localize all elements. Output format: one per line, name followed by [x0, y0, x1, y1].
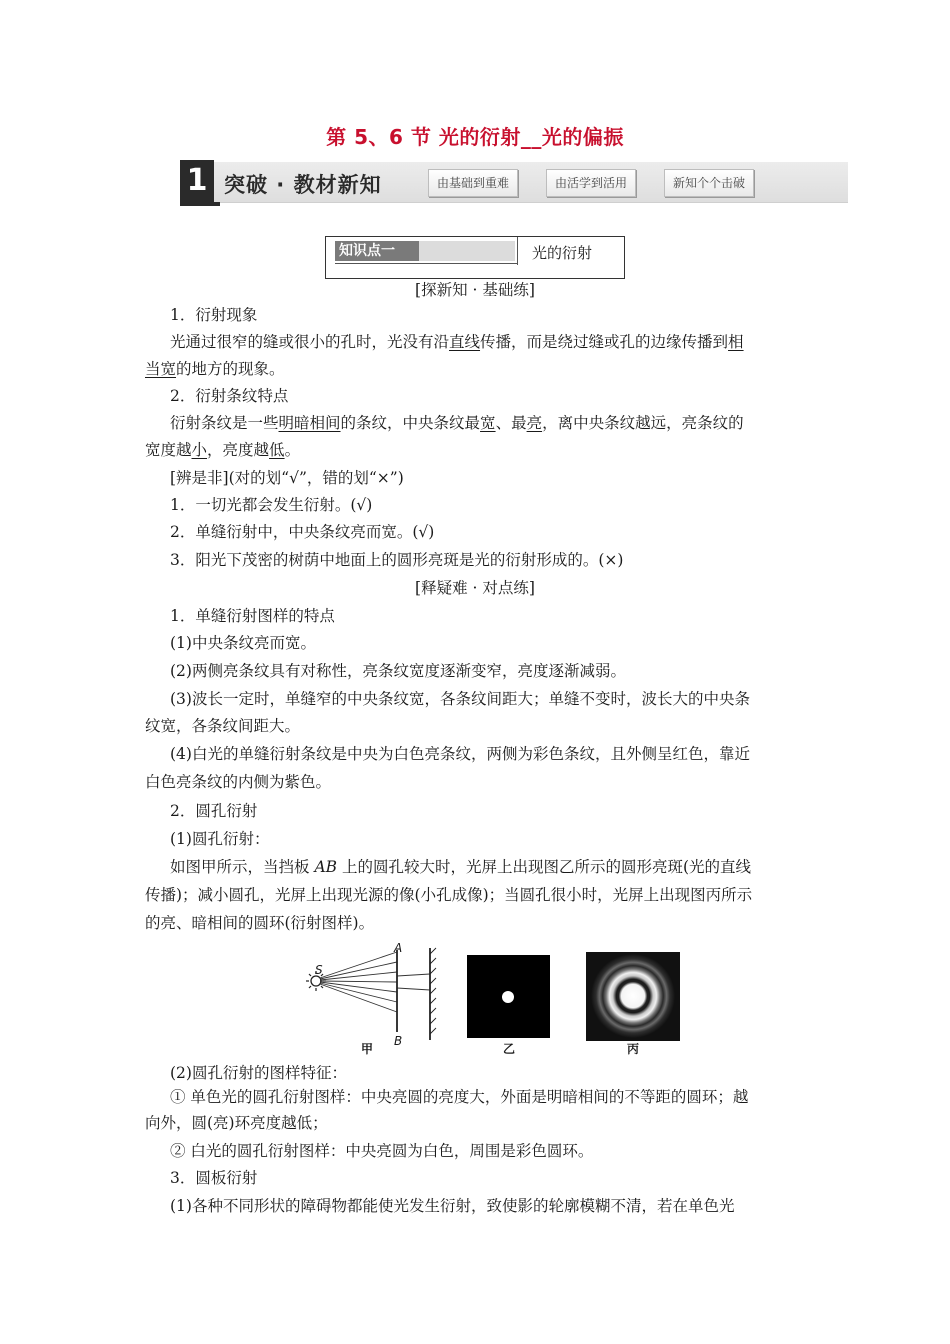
light-source-icon — [311, 976, 321, 986]
paragraph-circular-hole-cont: 传播)；减小圆孔，光屏上出现光源的像(小孔成像)；当圆孔很小时，光屏上出现图丙所示 — [145, 886, 753, 904]
section-header-explain: [释疑难 · 对点练] — [415, 579, 535, 597]
apparatus-diagram — [306, 948, 436, 1040]
knowledge-point-title: 光的衍射 — [532, 244, 593, 262]
learn-to-apply-button[interactable]: 由活学到活用 — [546, 169, 636, 197]
list-item: (3)波长一定时，单缝窄的中央条纹宽，各条纹间距大；单缝不变时，波长大的中央条 — [170, 690, 750, 708]
knowledge-point-box — [325, 236, 625, 279]
circular-hole-figure — [300, 940, 720, 1055]
list-item-cont: 向外，圆(亮)环亮度越低； — [145, 1114, 328, 1132]
heading-fringe-features: 2．衍射条纹特点 — [170, 387, 289, 405]
paragraph-diffraction-def-cont: 当宽的地方的现象。 — [145, 360, 285, 378]
paragraph-circular-hole-cont: 的亮、暗相间的圆环(衍射图样)。 — [145, 914, 375, 932]
section-banner — [180, 162, 848, 203]
list-item: (4)白光的单缝衍射条纹是中央为白色亮条纹，两侧为彩色条纹，且外侧呈红色，靠近 — [170, 745, 750, 763]
section-header-basic: [探新知 · 基础练] — [415, 281, 535, 299]
section-number-badge: 1 — [180, 160, 214, 202]
diffraction-rings — [591, 954, 675, 1038]
paragraph-fringe-features-cont: 宽度越小，亮度越低。 — [145, 441, 301, 459]
list-item-cont: 白色亮条纹的内侧为紫色。 — [145, 773, 332, 791]
knowledge-point-bar — [419, 241, 515, 261]
true-false-intro: [辨是非](对的划“√”，错的划“×”) — [170, 469, 404, 487]
true-false-item: 3．阳光下茂密的树荫中地面上的圆形亮斑是光的衍射形成的。(×) — [170, 551, 624, 569]
divider — [517, 237, 518, 265]
list-item: (1)中央条纹亮而宽。 — [170, 634, 316, 652]
list-item: ② 白光的圆孔衍射图样：中央亮圆为白色，周围是彩色圆环。 — [170, 1142, 594, 1160]
figure-caption-jia: 甲 — [361, 1042, 374, 1056]
label-s: S — [315, 963, 323, 977]
heading-diffraction-phenomenon: 1．衍射现象 — [170, 306, 258, 324]
divider — [335, 263, 517, 264]
list-item: (1)各种不同形状的障碍物都能使光发生衍射，致使影的轮廓模糊不清，若在单色光 — [170, 1197, 735, 1215]
figure-caption-bing: 丙 — [627, 1042, 640, 1056]
page-title: 第 5、6 节 光的衍射__光的偏振 — [326, 125, 624, 149]
true-false-item: 1．一切光都会发生衍射。(√) — [170, 496, 373, 514]
sub-heading: (2)圆孔衍射的图样特征： — [170, 1064, 347, 1082]
light-rays — [320, 952, 430, 1012]
heading-circular-hole: 2．圆孔衍射 — [170, 802, 258, 820]
label-a: A — [394, 941, 403, 955]
section-banner-title: 突破 · 教材新知 — [224, 173, 382, 197]
list-item: (2)两侧亮条纹具有对称性，亮条纹宽度逐渐变窄，亮度逐渐减弱。 — [170, 662, 626, 680]
bright-spot — [502, 991, 514, 1003]
basic-to-hard-button[interactable]: 由基础到重难 — [428, 169, 518, 197]
list-item: ① 单色光的圆孔衍射图样：中央亮圆的亮度大，外面是明暗相间的不等距的圆环；越 — [170, 1088, 749, 1106]
paragraph-circular-hole: 如图甲所示，当挡板 AB 上的圆孔较大时，光屏上出现图乙所示的圆形亮斑(光的直线 — [170, 858, 752, 876]
label-b: B — [394, 1034, 403, 1048]
break-through-button[interactable]: 新知个个击破 — [664, 169, 754, 197]
paragraph-diffraction-def: 光通过很窄的缝或很小的孔时，光没有沿直线传播，而是绕过缝或孔的边缘传播到相 — [170, 333, 744, 351]
sub-heading: (1)圆孔衍射： — [170, 830, 270, 848]
paragraph-fringe-features: 衍射条纹是一些明暗相间的条纹，中央条纹最宽、最亮，离中央条纹越远，亮条纹的 — [170, 414, 744, 432]
heading-single-slit: 1．单缝衍射图样的特点 — [170, 607, 335, 625]
heading-disc-diffraction: 3．圆板衍射 — [170, 1169, 258, 1187]
knowledge-point-tag: 知识点一 — [335, 241, 419, 261]
true-false-item: 2．单缝衍射中，中央条纹亮而宽。(√) — [170, 523, 435, 541]
list-item-cont: 纹宽，各条纹间距大。 — [145, 717, 301, 735]
figure-caption-yi: 乙 — [503, 1042, 516, 1056]
